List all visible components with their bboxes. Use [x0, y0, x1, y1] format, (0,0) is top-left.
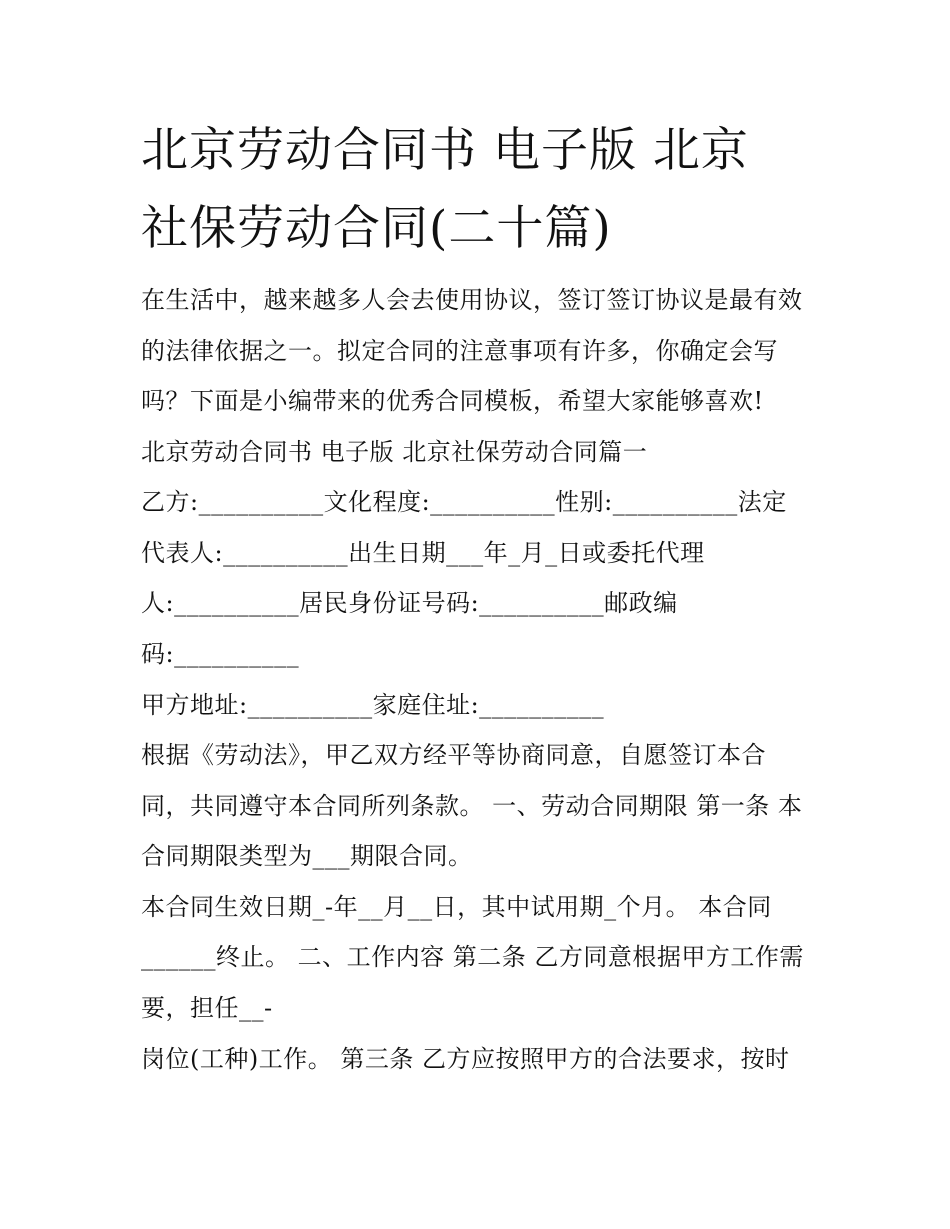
- clause-line: 岗位(工种)工作。 第三条 乙方应按照甲方的合法要求，按时: [141, 1045, 790, 1073]
- intro-line: 在生活中，越来越多人会去使用协议，签订签订协议是最有效: [141, 286, 803, 314]
- clause-line: 要，担任__-: [141, 994, 273, 1022]
- form-line-party-b: 乙方:__________文化程度:__________性别:__________法定: [141, 488, 787, 516]
- form-line-representative: 代表人:__________出生日期___年_月_日或委托代理: [141, 539, 705, 567]
- form-line-id-number: 人:__________居民身份证号码:__________邮政编: [141, 589, 678, 617]
- clause-line: 合同期限类型为___期限合同。: [141, 842, 473, 870]
- title-line: 社保劳动合同(二十篇): [141, 201, 612, 256]
- clause-line: 同，共同遵守本合同所列条款。 一、劳动合同期限 第一条 本: [141, 792, 803, 820]
- form-line-address: 甲方地址:__________家庭住址:__________: [141, 691, 605, 719]
- clause-line: 本合同生效日期_-年__月__日，其中试用期_个月。 本合同: [141, 893, 772, 921]
- clause-line: 根据《劳动法》，甲乙双方经平等协商同意，自愿签订本合: [141, 741, 766, 769]
- title-line: 北京劳动合同书 电子版 北京: [141, 123, 749, 178]
- intro-line: 吗？下面是小编带来的优秀合同模板，希望大家能够喜欢!: [141, 387, 764, 415]
- clause-line: ______终止。 二、工作内容 第二条 乙方同意根据甲方工作需: [141, 943, 804, 971]
- document-title: [141, 112, 821, 268]
- form-line-postal-code: 码:__________: [141, 640, 300, 668]
- section-heading: 北京劳动合同书 电子版 北京社保劳动合同篇一: [141, 438, 648, 466]
- intro-line: 的法律依据之一。拟定合同的注意事项有许多，你确定会写: [141, 337, 778, 365]
